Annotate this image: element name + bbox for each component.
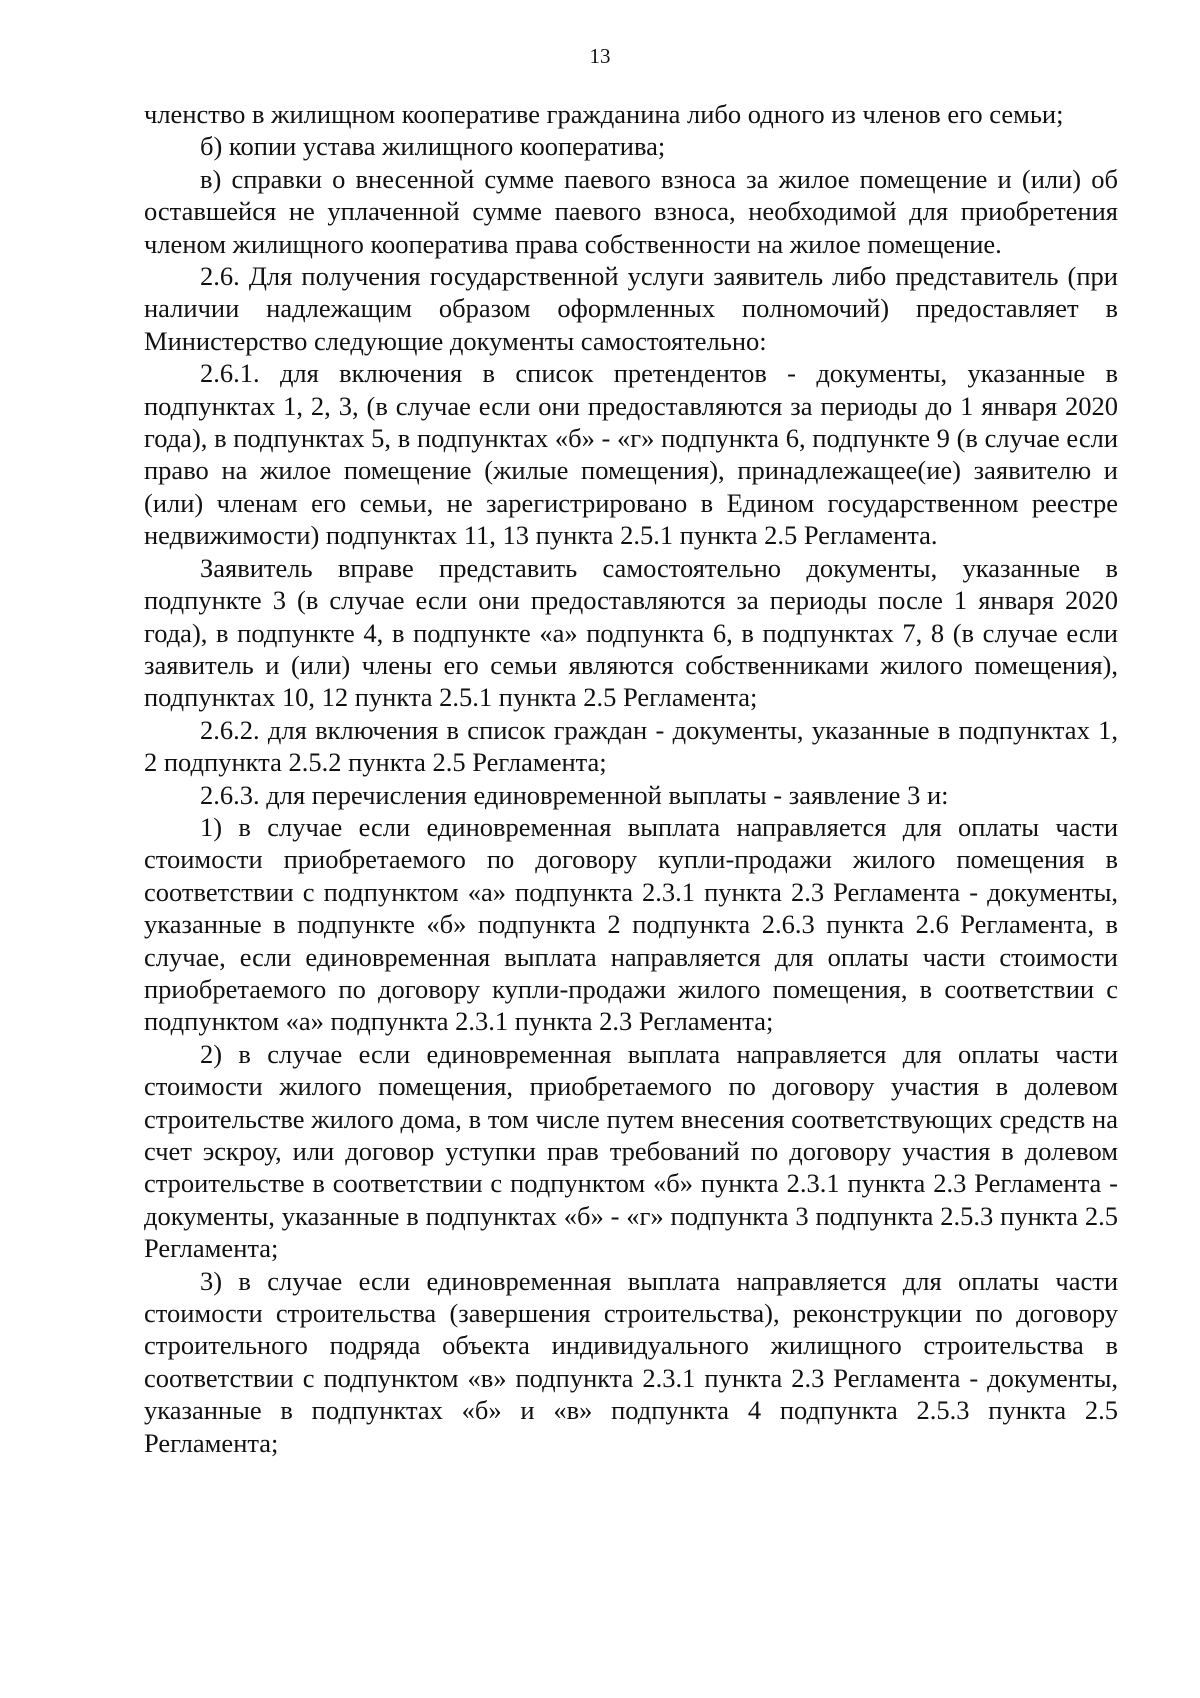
paragraph-2-6-2: 2.6.2. для включения в список граждан - документы, указанные в подпунктах 1, 2 подпункта 2.5.2 пункта 2.5 Регламента; [144, 714, 1118, 778]
page-number: 13 [589, 44, 611, 68]
paragraph-item-v: в) справки о внесенной сумме паевого взноса за жилое помещение и (или) об оставшейся не уплаченной сумме паевого взноса, необходимой для приобретения членом жилищного кооператива права собственности на жилое помещение. [144, 163, 1118, 259]
paragraph-2-6-3: 2.6.3. для перечисления единовременной выплаты - заявление 3 и: [200, 779, 949, 810]
paragraph-subitem-3: 3) в случае если единовременная выплата направляется для оплаты части стоимости строительства (завершения строительства), реконструкции по договору строительного подряда объекта индивидуального жилищного строительства в соответствии с подпунктом «в» подпункта 2.3.1 пункта 2.3 Регламента - документы, указанные в подпунктах «б» и «в» подпункта 4 подпункта 2.5.3 пункта 2.5 Регламента; [144, 1265, 1118, 1458]
paragraph-2-6: 2.6. Для получения государственной услуги заявитель либо представитель (при наличии надлежащим образом оформленных полномочий) предоставляет в Министерство следующие документы самостоятельно: [144, 261, 1118, 356]
paragraph-continuation: членство в жилищном кооперативе гражданина либо одного из членов его семьи; [144, 99, 1064, 129]
document-body [144, 98, 1118, 1459]
paragraph-subitem-1: 1) в случае если единовременная выплата направляется для оплаты части стоимости приобретаемого по договору купли-продажи жилого помещения в соответствии с подпунктом «а» подпункта 2.3.1 пункта 2.3 Регламента - документы, указанные в подпункте «б» подпункта 2 подпункта 2.6.3 пункта 2.6 Регламента, в случае, если единовременная выплата направляется для оплаты части стоимости приобретаемого по договору купли-продажи жилого помещения, в соответствии с подпунктом «а» подпункта 2.3.1 пункта 2.3 Регламента; [144, 811, 1118, 1037]
paragraph-subitem-2: 2) в случае если единовременная выплата направляется для оплаты части стоимости жилого помещения, приобретаемого по договору участия в долевом строительстве жилого дома, в том числе путем внесения соответствующих средств на счет эскроу, или договор уступки прав требований по договору участия в долевом строительстве в соответствии с подпунктом «б» пункта 2.3.1 пункта 2.3 Регламента - документы, указанные в подпунктах «б» - «г» подпункта 3 подпункта 2.5.3 пункта 2.5 Регламента; [144, 1038, 1118, 1264]
paragraph-item-b: б) копии устава жилищного кооператива; [200, 131, 666, 162]
paragraph-2-6-1: 2.6.1. для включения в список претендентов - документы, указанные в подпунктах 1, 2, 3, (в случае если они предоставляются за периоды до 1 января 2020 года), в подпунктах 5, в подпунктах «б» - «г» подпункта 6, подпункте 9 (в случае если право на жилое помещение (жилые помещения), принадлежащее(ие) заявителю и (или) членам его семьи, не зарегистрировано в Едином государственном реестре недвижимости) подпунктах 11, 13 пункта 2.5.1 пункта 2.5 Регламента. [144, 358, 1118, 551]
paragraph-applicant-right: Заявитель вправе представить самостоятельно документы, указанные в подпункте 3 (в случае если они предоставляются за периоды после 1 января 2020 года), в подпункте 4, в подпункте «а» подпункта 6, в подпунктах 7, 8 (в случае если заявитель и (или) члены его семьи являются собственниками жилого помещения), подпунктах 10, 12 пункта 2.5.1 пункта 2.5 Регламента; [144, 552, 1118, 713]
